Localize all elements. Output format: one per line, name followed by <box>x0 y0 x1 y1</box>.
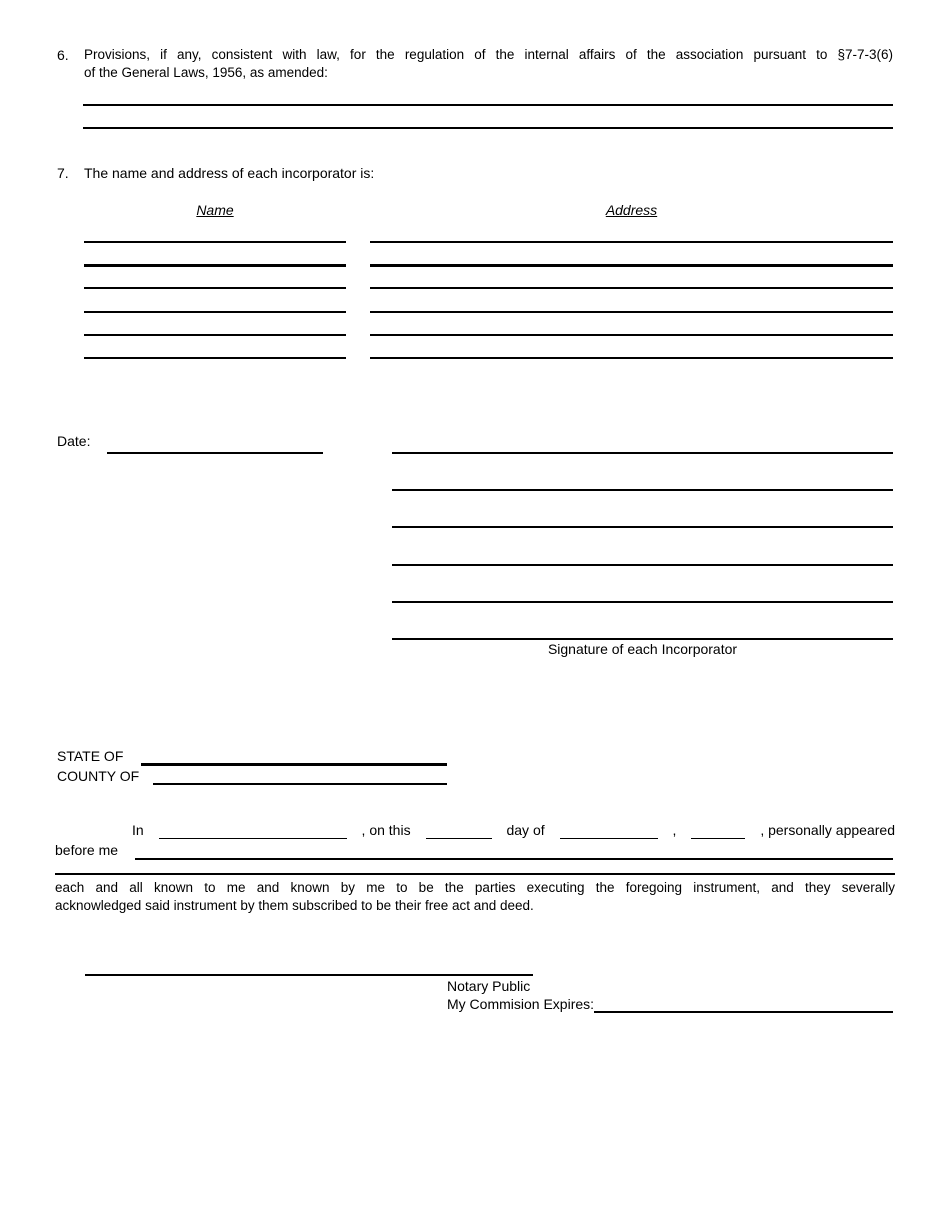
incorporator-name-line-1[interactable] <box>84 241 346 243</box>
incorporator-name-line-6[interactable] <box>84 357 346 359</box>
incorporator-address-line-3[interactable] <box>370 287 893 289</box>
state-input-line[interactable] <box>141 763 447 766</box>
incorporator-address-line-4[interactable] <box>370 311 893 313</box>
appearance-sentence-line1 <box>55 822 895 839</box>
county-input-line[interactable] <box>153 783 447 785</box>
item7-heading: The name and address of each incorporator is: <box>84 165 375 181</box>
incorporator-signature-line-6[interactable] <box>392 638 893 640</box>
state-of-label: STATE OF <box>57 748 124 764</box>
item6-number: 6. <box>57 47 69 63</box>
incorporator-address-line-2[interactable] <box>370 264 893 267</box>
acknowledgment-line2: acknowledged said instrument by them subscribed to be their free act and deed. <box>55 898 534 913</box>
incorporator-name-line-4[interactable] <box>84 311 346 313</box>
notary-signature-line[interactable] <box>85 974 533 976</box>
commission-expires-label: My Commision Expires: <box>447 996 595 1012</box>
appeared-names-input-line[interactable] <box>135 858 893 860</box>
incorporator-address-line-5[interactable] <box>370 334 893 336</box>
day-of-label: day of <box>506 822 545 838</box>
acknowledgment-paragraph <box>55 879 895 915</box>
incorporator-signature-line-3[interactable] <box>392 526 893 528</box>
item6-text <box>84 46 893 82</box>
commission-expires-input-line[interactable] <box>594 1011 893 1013</box>
item6-text-line2: of the General Laws, 1956, as amended: <box>84 65 328 80</box>
day-input-line[interactable] <box>426 835 492 839</box>
signature-caption: Signature of each Incorporator <box>547 641 738 657</box>
continuation-input-line[interactable] <box>55 873 895 875</box>
incorporator-name-line-3[interactable] <box>84 287 346 289</box>
provision-blank-line-2[interactable] <box>83 127 893 129</box>
incorporator-name-line-2[interactable] <box>84 264 346 267</box>
incorporator-signature-line-1[interactable] <box>392 452 893 454</box>
item6-text-line1: Provisions, if any, consistent with law, for the regulation of the internal affairs of the association pursuant to §7-7-3(6) <box>84 47 893 62</box>
date-input-line[interactable] <box>107 452 323 454</box>
comma-label: , <box>672 822 677 838</box>
address-column-header: Address <box>605 202 658 218</box>
provision-blank-line-1[interactable] <box>83 104 893 106</box>
incorporator-signature-line-4[interactable] <box>392 564 893 566</box>
year-input-line[interactable] <box>691 835 745 839</box>
incorporator-signature-line-2[interactable] <box>392 489 893 491</box>
incorporator-address-line-1[interactable] <box>370 241 893 243</box>
incorporator-signature-line-5[interactable] <box>392 601 893 603</box>
month-input-line[interactable] <box>560 835 658 839</box>
date-label: Date: <box>57 433 91 449</box>
incorporator-address-line-6[interactable] <box>370 357 893 359</box>
item7-number: 7. <box>57 165 69 181</box>
personally-appeared-label: , personally appeared <box>760 822 895 838</box>
on-this-label: , on this <box>361 822 411 838</box>
notary-public-label: Notary Public <box>447 978 531 994</box>
before-me-label: before me <box>55 842 119 858</box>
name-column-header: Name <box>196 202 234 218</box>
acknowledgment-line1: each and all known to me and known by me to be the parties executing the foregoing instrument, and they severally <box>55 880 895 895</box>
county-of-label: COUNTY OF <box>57 768 140 784</box>
incorporator-name-line-5[interactable] <box>84 334 346 336</box>
in-label: In <box>131 822 144 838</box>
city-input-line[interactable] <box>159 835 347 839</box>
